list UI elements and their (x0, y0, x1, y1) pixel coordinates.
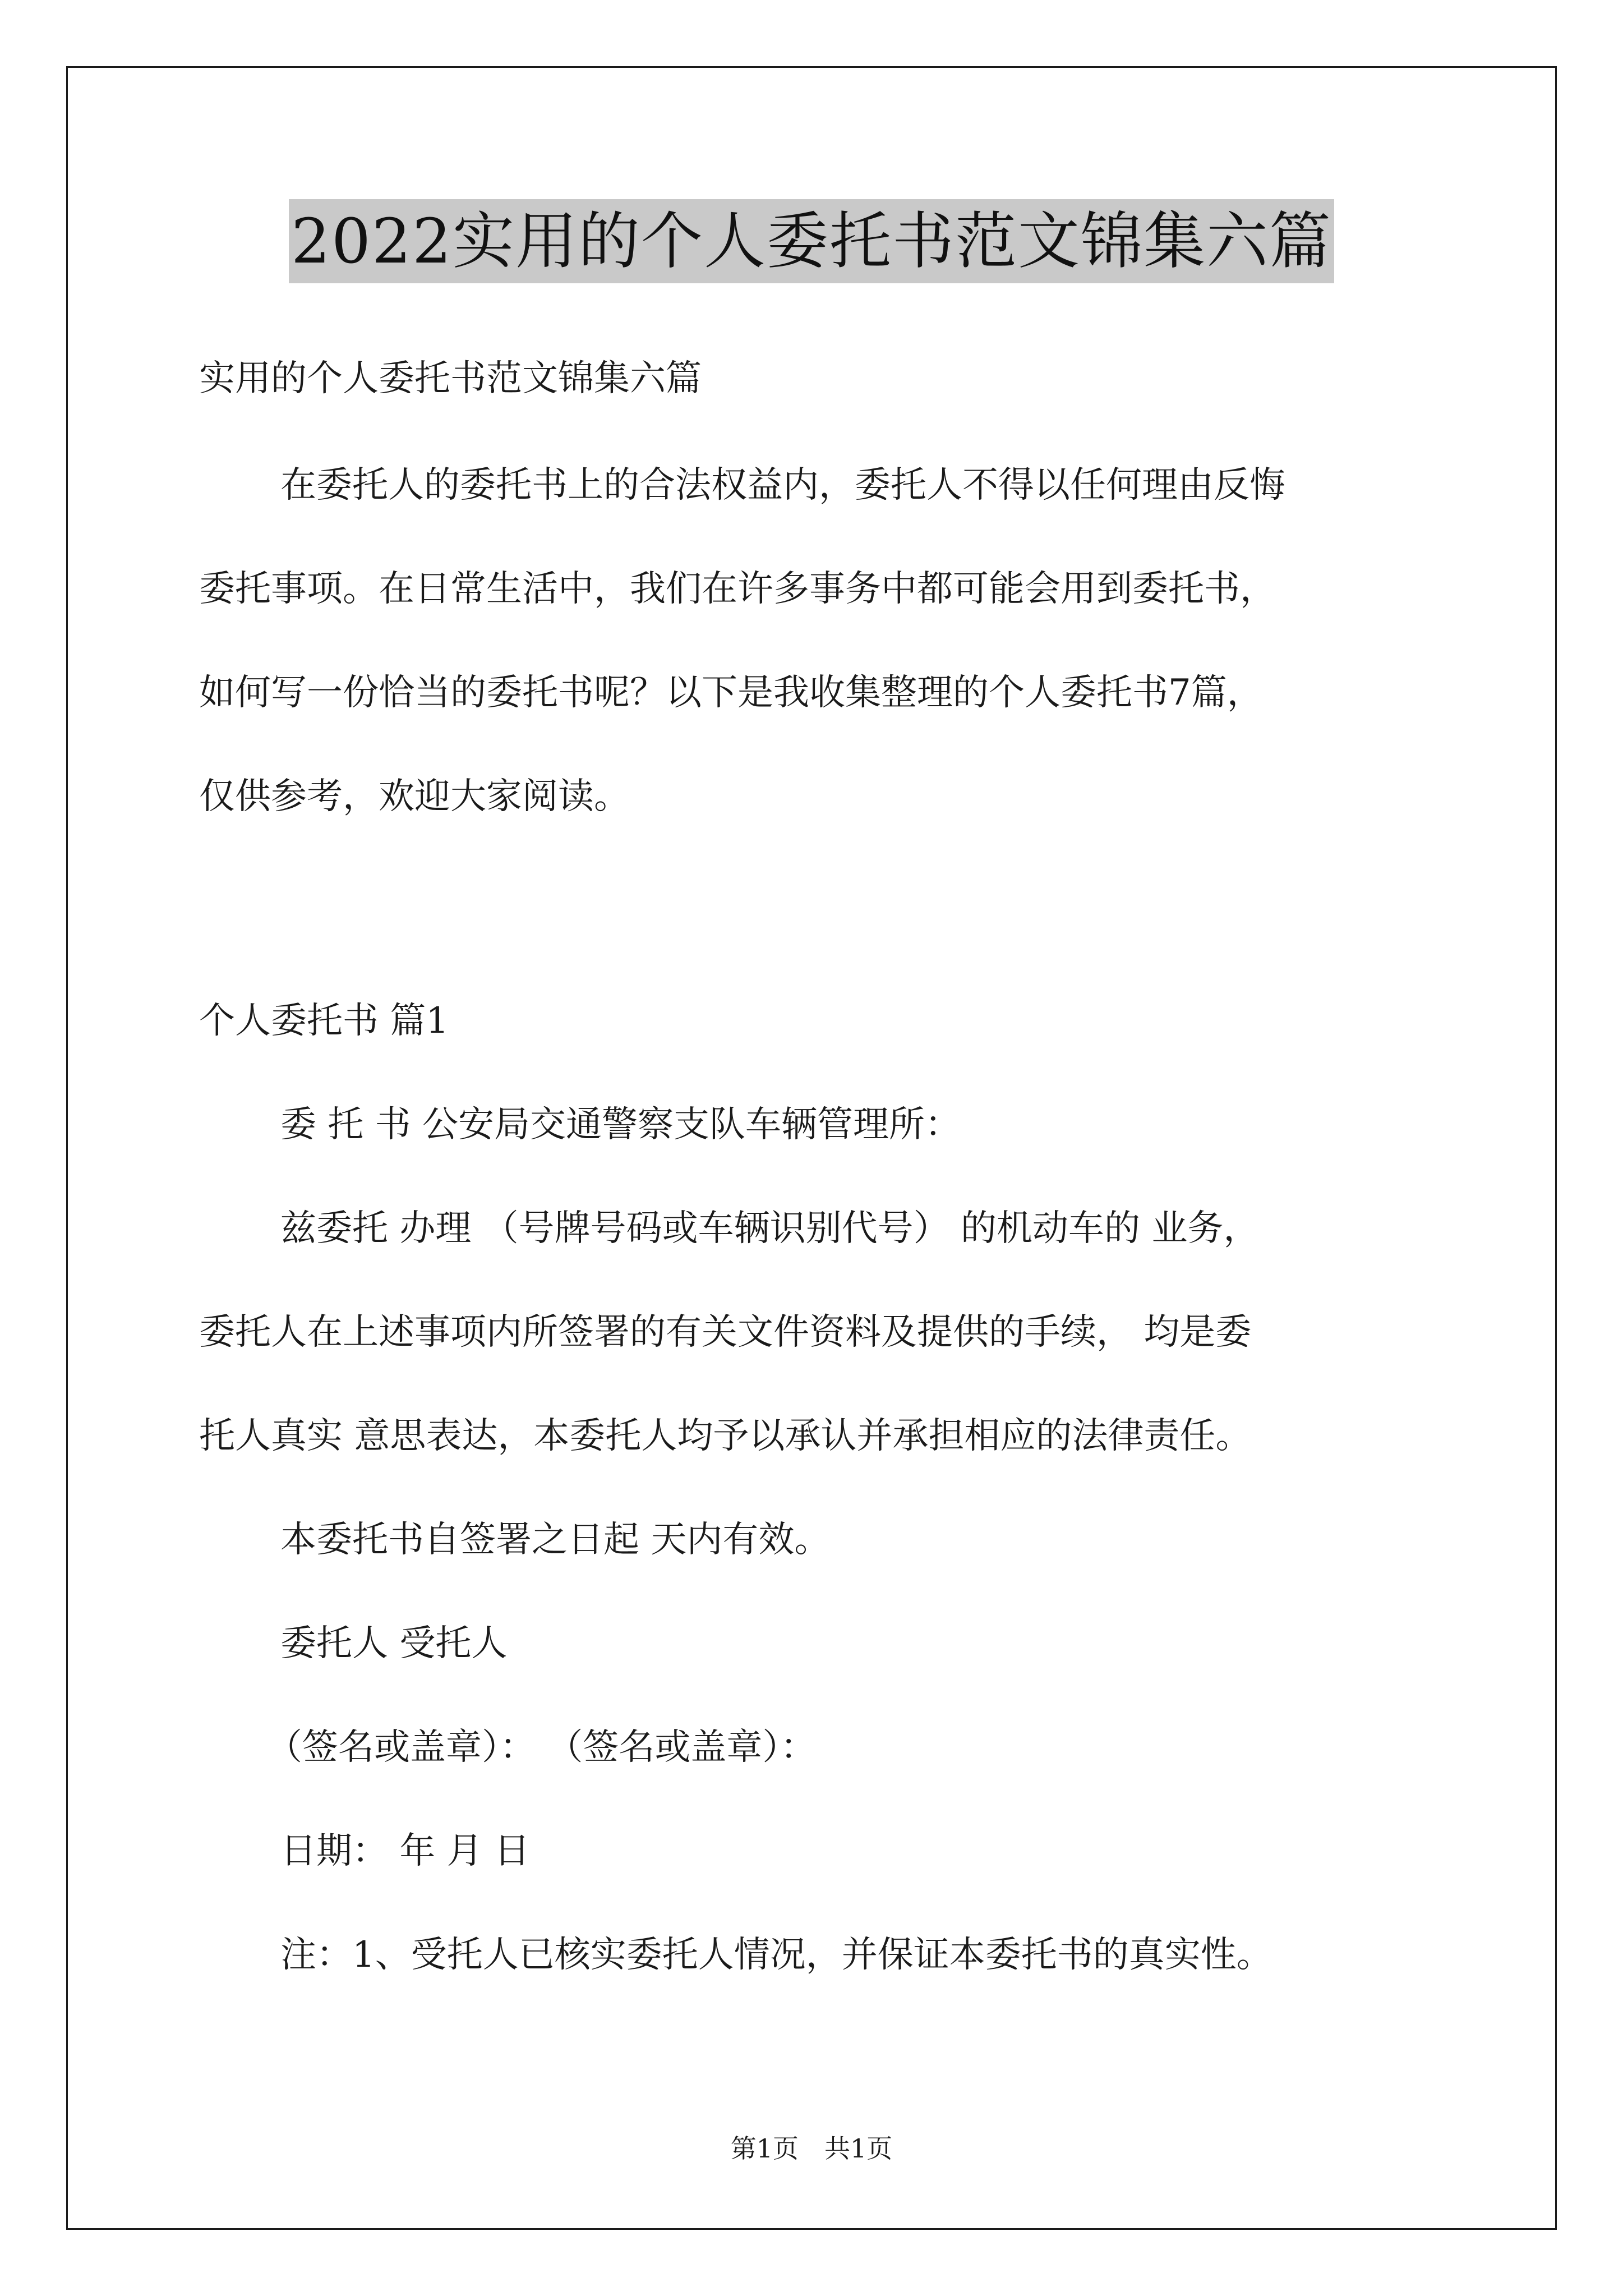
intro-line-4: 仅供参考，欢迎大家阅读。 (199, 776, 630, 817)
document-title: 2022实用的个人委托书范文锦集六篇 (289, 199, 1334, 283)
body-line-3: 委托人在上述事项内所签署的有关文件资料及提供的手续， 均是委 (199, 1312, 1252, 1353)
intro-line-1: 在委托人的委托书上的合法权益内，委托人不得以任何理由反悔 (280, 464, 1285, 506)
document-subtitle: 实用的个人委托书范文锦集六篇 (199, 358, 702, 399)
intro-line-3: 如何写一份恰当的委托书呢？以下是我收集整理的个人委托书7篇， (199, 672, 1263, 714)
body-line-6: 委托人 受托人 (280, 1623, 508, 1664)
body-line-2: 兹委托 办理 （号牌号码或车辆识别代号） 的机动车的 业务， (280, 1208, 1260, 1249)
body-line-5: 本委托书自签署之日起 天内有效。 (280, 1519, 831, 1561)
intro-line-2: 委托事项。在日常生活中，我们在许多事务中都可能会用到委托书， (199, 568, 1276, 610)
body-line-4: 托人真实 意思表达，本委托人均予以承认并承担相应的法律责任。 (199, 1415, 1252, 1457)
title-container (0, 199, 1623, 283)
section-heading: 个人委托书 篇1 (199, 1000, 449, 1042)
body-line-1: 委 托 书 公安局交通警察支队车辆管理所： (280, 1104, 961, 1145)
body-line-7: （签名或盖章）： （签名或盖章）： (266, 1727, 817, 1768)
body-line-8: 日期： 年 月 日 (280, 1830, 531, 1872)
body-line-9: 注：1、受托人已核实委托人情况，并保证本委托书的真实性。 (280, 1934, 1272, 1976)
page-footer: 第1页 共1页 (730, 2133, 893, 2164)
